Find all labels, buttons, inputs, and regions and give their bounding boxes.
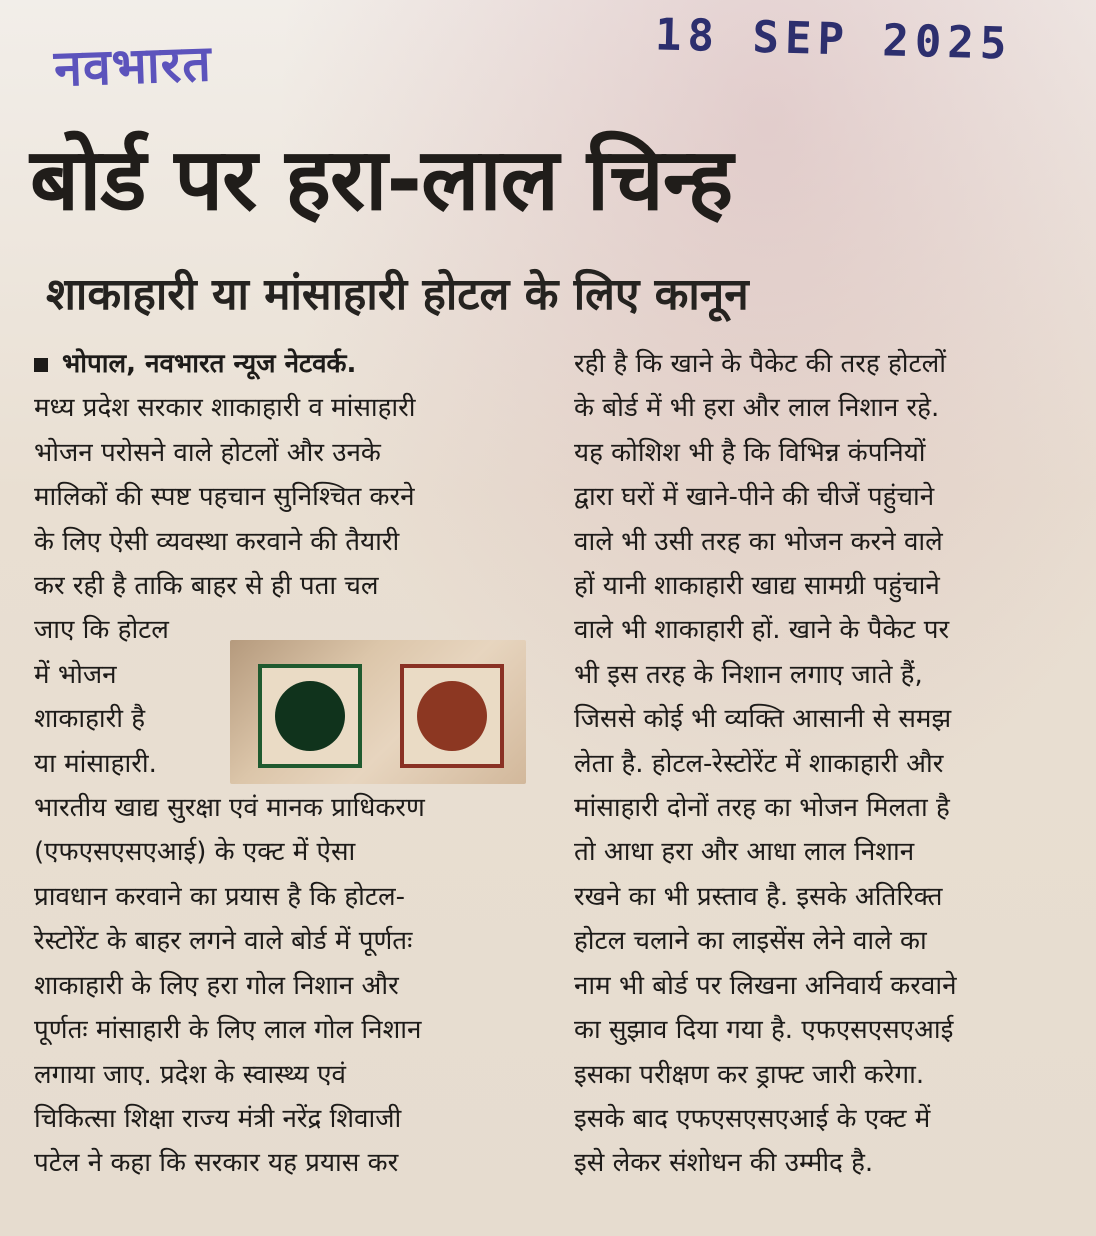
- text-line: पटेल ने कहा कि सरकार यह प्रयास कर: [34, 1148, 399, 1179]
- text-line: द्वारा घरों में खाने-पीने की चीजें पहुंचाने: [574, 482, 935, 513]
- text-line: इसे लेकर संशोधन की उम्मीद है.: [574, 1148, 874, 1179]
- text-line: भोजन परोसने वाले होटलों और उनके: [34, 437, 381, 468]
- text-line: पूर्णतः मांसाहारी के लिए लाल गोल निशान: [34, 1015, 422, 1046]
- veg-nonveg-symbol-photo: [230, 640, 526, 784]
- right-column: [574, 342, 1074, 1186]
- green-dot-icon: [275, 681, 345, 751]
- text-line: इसका परीक्षण कर ड्राफ्ट जारी करेगा.: [574, 1059, 925, 1090]
- text-line: मालिकों की स्पष्ट पहचान सुनिश्चित करने: [34, 482, 415, 513]
- text-line: भारतीय खाद्य सुरक्षा एवं मानक प्राधिकरण: [34, 793, 425, 824]
- text-line: मांसाहारी दोनों तरह का भोजन मिलता है: [574, 793, 950, 824]
- text-line: के लिए ऐसी व्यवस्था करवाने की तैयारी: [34, 526, 400, 557]
- text-line: रही है कि खाने के पैकेट की तरह होटलों: [574, 349, 947, 379]
- veg-symbol-icon: [258, 664, 362, 768]
- nonveg-symbol-icon: [400, 664, 504, 768]
- text-line: इसके बाद एफएसएसएआई के एक्ट में: [574, 1103, 931, 1134]
- text-line: चिकित्सा शिक्षा राज्य मंत्री नरेंद्र शिवाजी: [34, 1103, 402, 1134]
- headline: बोर्ड पर हरा-लाल चिन्ह: [30, 130, 733, 230]
- text-line: शाकाहारी के लिए हरा गोल निशान और: [34, 970, 399, 1001]
- text-line: भी इस तरह के निशान लगाए जाते हैं,: [574, 659, 923, 690]
- text-line: में भोजन: [34, 659, 117, 690]
- publication-stamp: नवभारत: [53, 34, 213, 98]
- text-line: नाम भी बोर्ड पर लिखना अनिवार्य करवाने: [574, 970, 957, 1001]
- subheadline: शाकाहारी या मांसाहारी होटल के लिए कानून: [46, 269, 749, 320]
- bullet-icon: [34, 358, 48, 372]
- text-line: वाले भी उसी तरह का भोजन करने वाले: [574, 526, 943, 557]
- red-dot-icon: [417, 681, 487, 751]
- text-line: होटल चलाने का लाइसेंस लेने वाले का: [574, 926, 927, 957]
- text-line: लेता है. होटल-रेस्टोरेंट में शाकाहारी और: [574, 748, 944, 779]
- date-stamp: 18 SEP 2025: [654, 9, 1014, 70]
- text-line: हों यानी शाकाहारी खाद्य सामग्री पहुंचाने: [574, 571, 940, 602]
- text-line: यह कोशिश भी है कि विभिन्न कंपनियों: [574, 437, 926, 468]
- dateline: भोपाल, नवभारत न्यूज नेटवर्क.: [62, 349, 357, 379]
- text-line: वाले भी शाकाहारी हों. खाने के पैकेट पर: [574, 615, 950, 646]
- text-line: तो आधा हरा और आधा लाल निशान: [574, 837, 915, 868]
- text-line: शाकाहारी है: [34, 704, 146, 735]
- text-line: या मांसाहारी.: [34, 748, 157, 779]
- text-line: रेस्टोरेंट के बाहर लगने वाले बोर्ड में पूर्णतः: [34, 926, 413, 957]
- text-line: लगाया जाए. प्रदेश के स्वास्थ्य एवं: [34, 1059, 346, 1090]
- text-line: के बोर्ड में भी हरा और लाल निशान रहे.: [574, 393, 940, 424]
- text-line: जिससे कोई भी व्यक्ति आसानी से समझ: [574, 704, 952, 735]
- text-line: मध्य प्रदेश सरकार शाकाहारी व मांसाहारी: [34, 393, 416, 424]
- text-line: रखने का भी प्रस्ताव है. इसके अतिरिक्त: [574, 881, 943, 912]
- text-line: जाए कि होटल: [34, 615, 169, 646]
- dateline-line: [34, 342, 534, 386]
- text-line: का सुझाव दिया गया है. एफएसएसएआई: [574, 1015, 954, 1046]
- text-line: कर रही है ताकि बाहर से ही पता चल: [34, 571, 379, 602]
- text-line: (एफएसएसएआई) के एक्ट में ऐसा: [34, 837, 356, 868]
- text-line: प्रावधान करवाने का प्रयास है कि होटल-: [34, 881, 405, 912]
